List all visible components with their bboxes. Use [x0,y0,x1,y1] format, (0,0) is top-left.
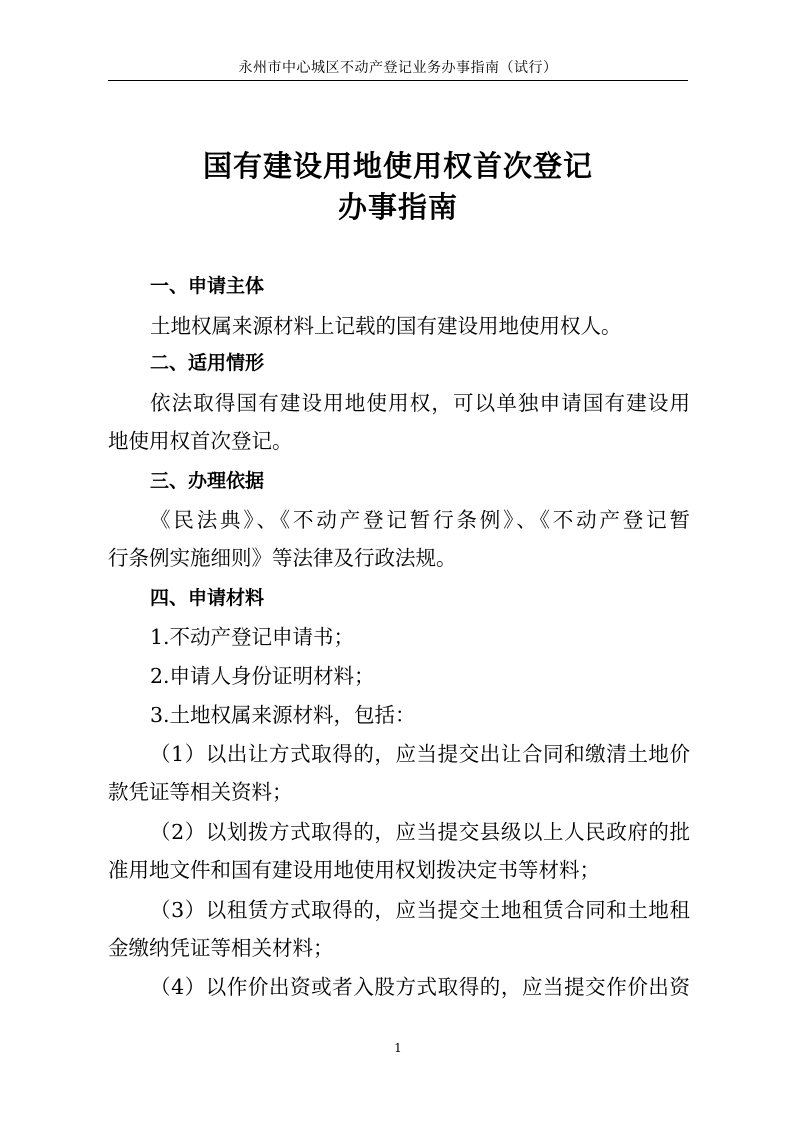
paragraph-basis-line2: 行条例实施细则》等法律及行政法规。 [108,546,457,570]
paragraph-scenario-line2: 地使用权首次登记。 [108,429,293,453]
paragraph-applicant: 土地权属来源材料上记载的国有建设用地使用权人。 [150,314,622,338]
list-item-land-source: 3.土地权属来源材料，包括： [150,703,416,727]
sub-item-allocation-line2: 准用地文件和国有建设用地使用权划拨决定书等材料； [108,858,600,882]
section-heading-scenario: 二、适用情形 [150,352,265,374]
document-title: 国有建设用地使用权首次登记 [202,149,593,183]
sub-item-transfer-line1: （1）以出让方式取得的，应当提交出让合同和缴清土地价 [150,742,690,766]
document-subtitle: 办事指南 [337,190,458,224]
page-number: 1 [394,1041,402,1055]
paragraph-scenario-line1: 依法取得国有建设用地使用权，可以单独申请国有建设用 [150,391,690,415]
section-heading-basis: 三、办理依据 [150,470,265,492]
sub-item-allocation-line1: （2）以划拨方式取得的，应当提交县级以上人民政府的批 [150,820,690,844]
running-header: 永州市中心城区不动产登记业务办事指南（试行） [108,58,688,81]
sub-item-lease-line2: 金缴纳凭证等相关材料； [108,936,334,960]
list-item-application-form: 1.不动产登记申请书； [150,625,355,649]
sub-item-lease-line1: （3）以租赁方式取得的，应当提交土地租赁合同和土地租 [150,898,690,922]
list-item-identity-proof: 2.申请人身份证明材料； [150,664,375,688]
paragraph-basis-line1: 《民法典》、《不动产登记暂行条例》、《不动产登记暂 [150,508,690,532]
section-heading-applicant: 一、申请主体 [150,275,265,297]
sub-item-investment-line1: （4）以作价出资或者入股方式取得的，应当提交作价出资 [150,975,690,999]
sub-item-transfer-line2: 款凭证等相关资料； [108,780,293,804]
section-heading-materials: 四、申请材料 [150,587,265,609]
